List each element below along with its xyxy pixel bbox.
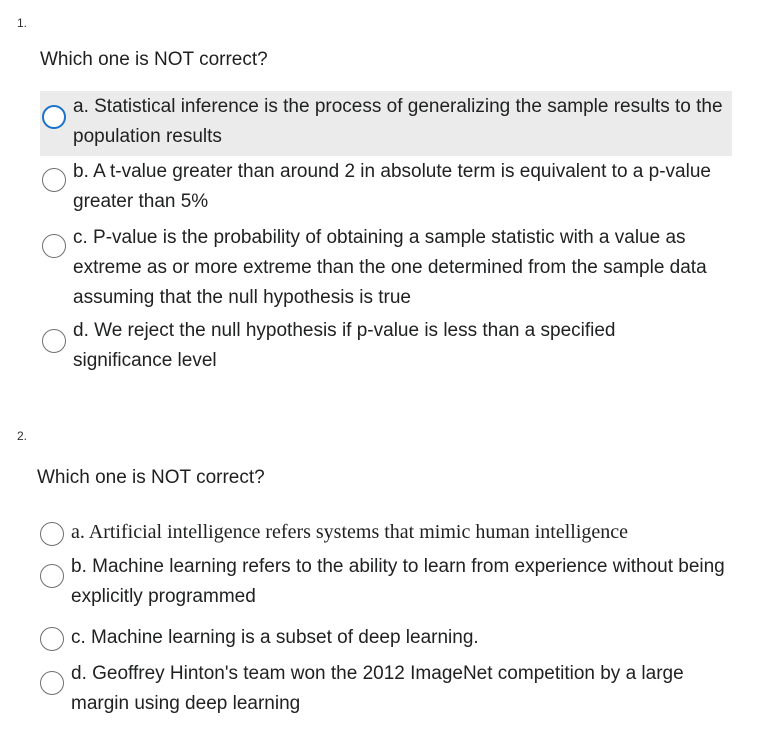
option-label: a. Statistical inference is the process of generalizing the sample results to the population results [73,96,723,147]
radio-button[interactable] [42,234,66,258]
question-number: 2. [17,429,28,443]
answer-option[interactable] [71,623,751,653]
radio-button[interactable] [40,522,64,546]
radio-button[interactable] [40,564,64,588]
option-label: a. Artificial intelligence refers systems that mimic human intelligence [71,521,629,543]
question-number: 1. [17,16,28,30]
radio-button[interactable] [40,671,64,695]
radio-button[interactable] [42,329,66,353]
answer-option[interactable] [73,223,738,313]
answer-option[interactable] [71,517,751,547]
option-label: c. P-value is the probability of obtaining a sample statistic with a value as extreme as or more extreme than the one determined from the sample data assuming that the null hypothesis is true [73,227,707,308]
answer-option[interactable] [73,316,693,376]
question-prompt: Which one is NOT correct? [40,49,268,70]
answer-option[interactable] [73,157,713,217]
option-label: b. Machine learning refers to the ability to learn from experience without being explicitly programmed [71,556,725,607]
option-label: d. We reject the null hypothesis if p-value is less than a specified significance level [73,320,616,371]
answer-option[interactable] [71,552,751,612]
radio-button[interactable] [42,168,66,192]
option-label: b. A t-value greater than around 2 in absolute term is equivalent to a p-value greater than 5% [73,161,711,212]
radio-button[interactable] [42,105,66,129]
option-label: d. Geoffrey Hinton's team won the 2012 ImageNet competition by a large margin using deep learning [71,663,684,714]
answer-option[interactable] [71,659,711,719]
radio-button[interactable] [40,627,64,651]
question-prompt: Which one is NOT correct? [37,467,265,488]
answer-option[interactable] [73,92,735,152]
option-label: c. Machine learning is a subset of deep learning. [71,627,479,648]
